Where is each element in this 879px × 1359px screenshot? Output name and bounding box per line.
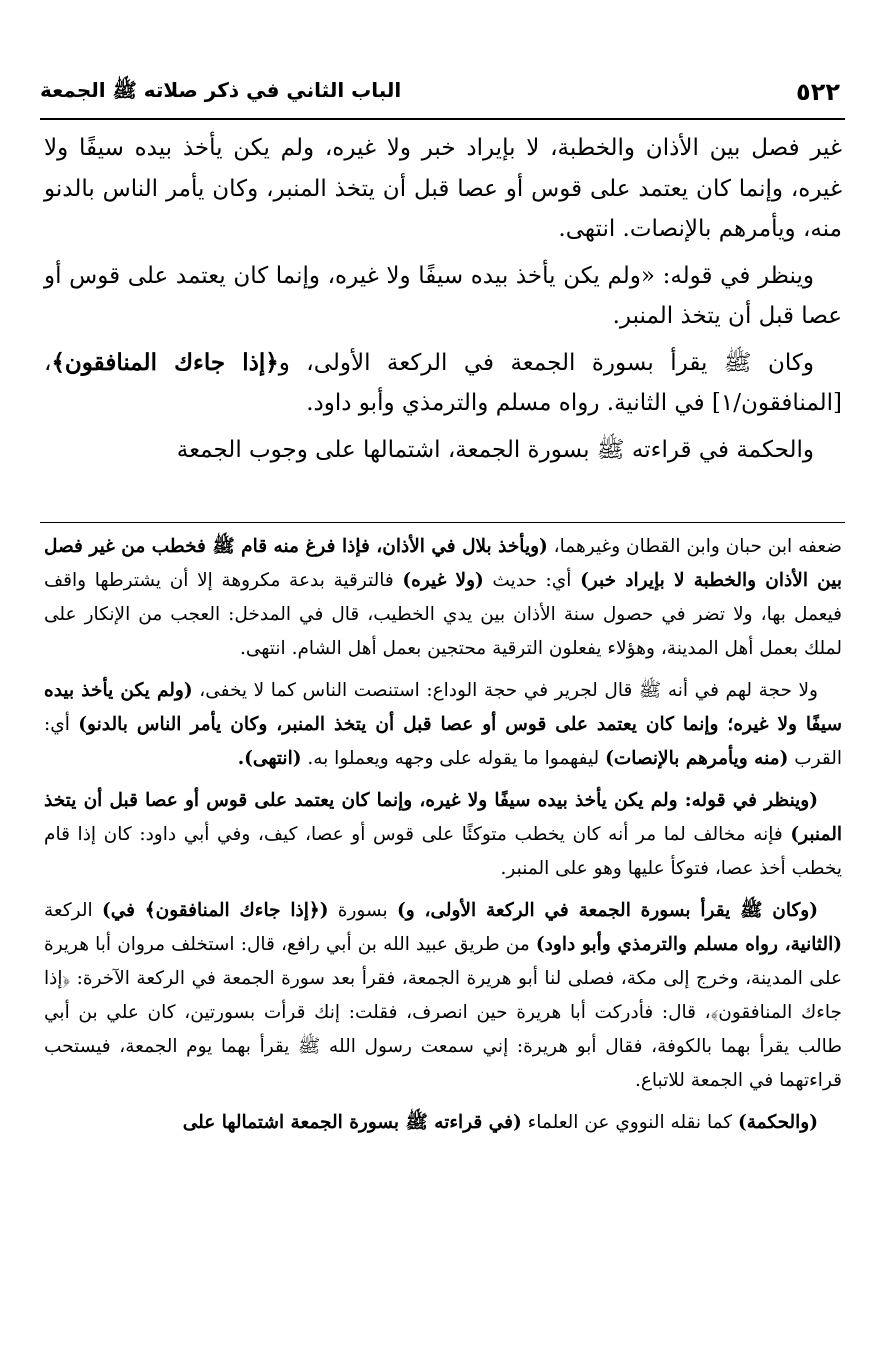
commentary-bold: (الثانية، رواه مسلم والترمذي وأبو داود) xyxy=(535,934,842,955)
commentary-bold: (ويأخذ بلال في الأذان، فإذا فرغ منه قام ﷺ فخطب من غير فصل بين الأذان والخطبة لا بإيراد خبر) xyxy=(44,536,842,591)
commentary-rule xyxy=(40,522,845,523)
commentary-text: أي: القرب xyxy=(44,714,842,769)
commentary-text: أي: حديث xyxy=(483,570,581,591)
main-paragraph-3-part-2: ، [المنافقون/١] في الثانية. رواه مسلم والترمذي وأبو داود. xyxy=(44,349,842,416)
commentary-paragraph-4 xyxy=(44,894,842,1098)
commentary-bold: (ولم يكن يأخذ بيده سيفًا ولا غيره؛ وإنما كان يعتمد على قوس أو عصا قبل أن يتخذ المنبر، وكان يأمر الناس بالدنو) xyxy=(44,680,843,735)
commentary-bold: (منه ويأمرهم بالإنصات) xyxy=(605,748,789,769)
commentary-bold: (في قراءته ﷺ بسورة الجمعة اشتمالها على xyxy=(182,1112,522,1133)
commentary-text: فالترقية بدعة مكروهة إلا أن يشترطها واقف فيعمل بها، ولا تضر في حصول سنة الأذان بين يدي الخطيب، قال في المدخل: العجب من الإنكار على لملك بعمل أهل المدينة، وهؤلاء يفعلون الترقية محتجين بعمل أهل الشام. انتهى. xyxy=(44,570,842,659)
commentary-paragraph-3 xyxy=(44,784,842,886)
page-header xyxy=(40,72,840,112)
commentary-text: الركعة xyxy=(44,900,102,921)
main-paragraph-3-part-1: وكان ﷺ يقرأ بسورة الجمعة في الركعة الأولى، و xyxy=(278,349,814,376)
commentary-text: كما نقله النووي عن العلماء xyxy=(521,1112,738,1133)
commentary-bold: (وكان ﷺ يقرأ بسورة الجمعة في الركعة الأولى، و) xyxy=(396,900,818,921)
commentary-text: ليفهموا ما يقوله على وجهه ويعملوا به. xyxy=(301,748,606,769)
commentary xyxy=(44,530,842,1148)
commentary-bold: (وينظر في قوله: ولم يكن يأخذ بيده سيفًا ولا غيره، وإنما كان يعتمد على قوس أو عصا قبل أن يتخذ المنبر) xyxy=(44,790,842,845)
header-rule xyxy=(40,118,845,120)
commentary-text: بسورة xyxy=(328,900,397,921)
main-paragraph-1: غير فصل بين الأذان والخطبة، لا بإيراد خبر ولا غيره، ولم يكن يأخذ بيده سيفًا ولا غيره، وإنما كان يعتمد على قوس أو عصا قبل أن يتخذ المنبر، وكان يأمر الناس بالدنو منه، ويأمرهم بالإنصات. انتهى. xyxy=(44,135,842,242)
commentary-paragraph-5 xyxy=(44,1106,842,1140)
main-paragraph-2: وينظر في قوله: «ولم يكن يأخذ بيده سيفًا ولا غيره، وإنما كان يعتمد على قوس أو عصا قبل أن يتخذ المنبر. xyxy=(44,262,842,329)
commentary-bold: (ولا غيره) xyxy=(402,570,484,591)
page-number: ٥٢٢ xyxy=(796,78,840,106)
running-title: الباب الثاني في ذكر صلاته ﷺ الجمعة xyxy=(40,77,402,102)
commentary-bold: (انتهى). xyxy=(237,748,302,769)
main-paragraph-3 xyxy=(44,343,842,424)
commentary-text: من طريق عبيد الله بن أبي رافع، قال: استخلف مروان أبا هريرة على المدينة، وخرج إلى مكة، فصلى لنا أبو هريرة الجمعة، فقرأ بعد سورة الجمعة في الركعة الآخرة: ﴿إذا جاءك المنافقون﴾، قال: فأدركت أبا هريرة حين انصرف، فقلت: إنك قرأت بسورتين، كان علي بن أبي طالب يقرأ بهما بالكوفة، فقال أبو هريرة: إني سمعت رسول الله ﷺ يقرأ بهما يوم الجمعة، فيستحب قراءتهما في الجمعة للاتباع. xyxy=(44,934,842,1091)
commentary-bold: (﴿إذا جاءك المنافقون﴾ في) xyxy=(101,900,329,921)
commentary-bold: (والحكمة) xyxy=(738,1112,818,1133)
commentary-text: ولا حجة لهم في أنه ﷺ قال لجرير في حجة الوداع: استنصت الناس كما لا يخفى، xyxy=(192,680,818,701)
main-text xyxy=(44,128,842,476)
commentary-text: ضعفه ابن حبان وابن القطان وغيرهما، xyxy=(547,536,842,557)
commentary-text: فإنه مخالف لما مر أنه كان يخطب متوكئًا على قوس أو عصا، كيف، وفي أبي داود: كان إذا قام يخطب أخذ عصا، فتوكأ عليها وهو على المنبر. xyxy=(44,824,842,879)
quran-quote: ﴿إذا جاءك المنافقون﴾ xyxy=(51,348,279,376)
commentary-paragraph-1 xyxy=(44,530,842,666)
main-paragraph-4: والحكمة في قراءته ﷺ بسورة الجمعة، اشتمالها على وجوب الجمعة xyxy=(176,436,814,463)
commentary-paragraph-2 xyxy=(44,674,842,776)
